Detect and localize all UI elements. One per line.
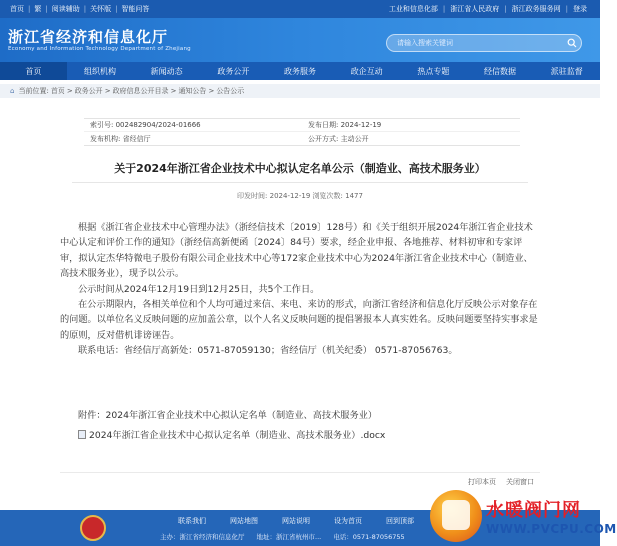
breadcrumb-home[interactable]: 首页: [50, 87, 65, 95]
breadcrumb-catalog[interactable]: 政府信息公开目录: [112, 87, 169, 95]
footer-sitemap-link[interactable]: 网站地图: [230, 517, 258, 525]
footer-address: 地址：浙江省杭州市...: [256, 533, 322, 541]
party-emblem-icon: [80, 515, 106, 541]
article-title: 关于2024年浙江省企业技术中心拟认定名单公示（制造业、高技术服务业）: [114, 162, 486, 175]
utility-qa-link[interactable]: 智能问答: [121, 5, 150, 13]
utility-bar: [0, 0, 600, 18]
utility-home-link[interactable]: 首页: [10, 5, 24, 13]
footer-back-top-link[interactable]: 回到顶部: [386, 517, 414, 525]
breadcrumb: [0, 84, 600, 98]
footer-phone: 电话：0571-87056755: [333, 533, 405, 541]
footer-contact-link[interactable]: 联系我们: [178, 517, 206, 525]
breadcrumb-sep: >: [104, 87, 111, 95]
footer-about-link[interactable]: 网站说明: [282, 517, 310, 525]
utility-right: [384, 4, 600, 14]
zj-gov-link[interactable]: 浙江省人民政府: [450, 5, 500, 13]
attachment-filename[interactable]: 2024年浙江省企业技术中心拟认定名单（制造业、高技术服务业）.docx: [89, 430, 386, 441]
meta-index: 索引号: 002482904/2024-01666: [90, 121, 201, 129]
search-box: [386, 34, 582, 52]
breadcrumb-prefix: 当前位置:: [18, 87, 49, 95]
nav-supervision[interactable]: 派驻监督: [550, 66, 583, 76]
attachment-link[interactable]: [78, 427, 385, 441]
utility-sep: |: [565, 5, 568, 13]
attachment-label: 附件：2024年浙江省企业技术中心拟认定名单（制造业、高技术服务业）: [78, 410, 378, 421]
footer-sponsor: 主办：浙江省经济和信息化厅: [160, 533, 245, 541]
document-meta: [84, 118, 520, 146]
watermark-text: 水暖阀门网: [486, 500, 581, 521]
nav-organization[interactable]: 组织机构: [84, 66, 116, 76]
article-body: [60, 220, 540, 359]
zj-service-link[interactable]: 浙江政务服务网: [511, 5, 561, 13]
breadcrumb-sep: >: [66, 87, 73, 95]
article-date-line: 印发时间: 2024-12-19 浏览次数: 1477: [237, 192, 363, 200]
utility-sep: |: [28, 5, 31, 13]
close-window-button[interactable]: 关闭窗口: [506, 478, 534, 486]
utility-sep: |: [83, 5, 87, 13]
nav-data[interactable]: 经信数据: [484, 66, 517, 76]
watermark-logo-icon: [430, 490, 482, 542]
article-paragraph: 根据《浙江省企业技术中心管理办法》（浙经信技术〔2019〕128号）和《关于组织开展2024年浙江省企业技术中心认定和评价工作的通知》（浙经信高新便函〔2024〕84号）要求，经企业申报、各地推荐、材料初审和专家评审，拟认定杰华特微电子股份有限公司企业技术中心等172家企业技术中心为2024年浙江省企业技术中心（制造业、高技术服务业），现予以公示。: [60, 222, 533, 280]
breadcrumb-sep: >: [208, 87, 215, 95]
utility-sep: |: [115, 5, 118, 13]
login-link[interactable]: 登录: [573, 5, 587, 13]
page-actions: [60, 472, 540, 486]
meta-pubdate: 发布日期: 2024-12-19: [308, 121, 382, 129]
watermark-url: WWW.PVCPU.COM: [486, 522, 617, 536]
breadcrumb-sep: >: [170, 87, 177, 95]
document-icon: [78, 430, 86, 439]
nav-gov-affairs[interactable]: 政务公开: [217, 66, 250, 76]
utility-sep: |: [504, 5, 507, 13]
print-button[interactable]: 打印本页: [468, 478, 496, 486]
meta-org: 发布机构: 省经信厅: [90, 134, 151, 143]
nav-interaction[interactable]: 政企互动: [350, 66, 383, 76]
nav-home[interactable]: 首页: [0, 62, 67, 80]
footer-set-home-link[interactable]: 设为首页: [334, 517, 362, 525]
utility-care-mode-link[interactable]: 关怀版: [90, 5, 112, 13]
meta-row: [84, 132, 520, 145]
home-icon: ⌂: [10, 87, 15, 95]
site-header: [0, 18, 600, 62]
meta-row: [84, 119, 520, 132]
article-paragraph: 联系电话：省经信厅高新处：0571-87059130；省经信厅（机关纪委） 0571-87056763。: [78, 345, 458, 357]
article-paragraph: 公示时间从2024年12月19日到12月25日，共5个工作日。: [78, 283, 320, 295]
utility-sep: |: [442, 5, 446, 13]
breadcrumb-notices[interactable]: 通知公告: [178, 87, 207, 95]
utility-reading-aid-link[interactable]: 阅读辅助: [51, 5, 80, 13]
miit-link[interactable]: 工业和信息化部: [388, 5, 438, 13]
nav-gov-services[interactable]: 政务服务: [284, 66, 317, 76]
utility-sep: |: [45, 5, 48, 13]
utility-left: [0, 4, 153, 14]
search-icon[interactable]: [563, 34, 581, 52]
search-input[interactable]: [387, 39, 563, 47]
main-nav: [0, 62, 600, 80]
breadcrumb-announcements[interactable]: 公告公示: [216, 87, 245, 95]
utility-traditional-link[interactable]: 繁: [34, 5, 42, 13]
nav-topics[interactable]: 热点专题: [417, 66, 450, 76]
footer-links: [178, 516, 414, 526]
meta-scope: 公开方式: 主动公开: [308, 134, 369, 143]
article-paragraph: 在公示期限内，各相关单位和个人均可通过来信、来电、来访的形式，向浙江省经济和信息化厅反映公示对象存在的问题。以单位名义反映问题的应加盖公章，以个人名义反映问题的提倡署报本人真实姓名。反映问题要坚持实事求是的原则，反对借机诽谤诬告。: [60, 299, 538, 341]
footer-info: [160, 532, 405, 541]
site-title[interactable]: 浙江省经济和信息化厅: [8, 28, 169, 46]
title-divider: [72, 182, 528, 183]
nav-news[interactable]: 新闻动态: [150, 66, 183, 76]
breadcrumb-gov-affairs[interactable]: 政务公开: [74, 87, 103, 95]
site-subtitle: Economy and Information Technology Department of Zhejiang: [8, 46, 191, 52]
